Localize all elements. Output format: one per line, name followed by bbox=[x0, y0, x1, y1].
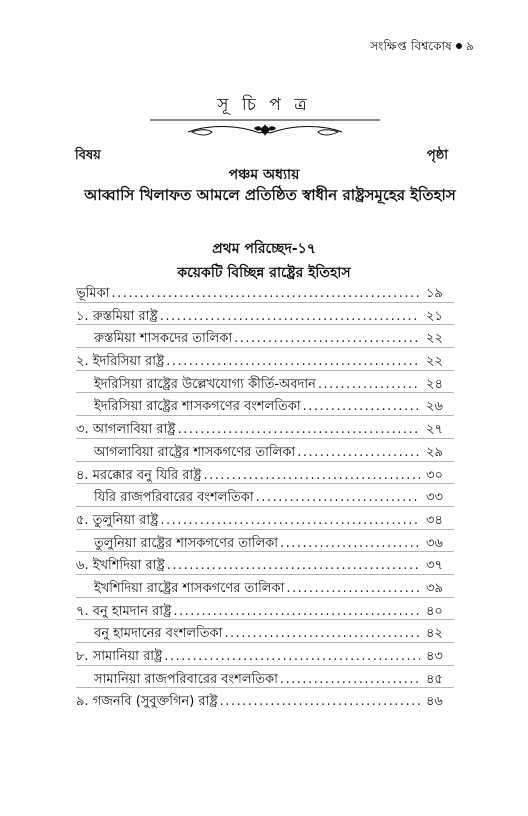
ornament-divider-icon bbox=[150, 116, 380, 140]
toc-entry-samanid[interactable] bbox=[76, 643, 454, 666]
toc-entry-page: ৪৩ bbox=[426, 649, 443, 664]
toc-entry-page: ২৯ bbox=[426, 444, 443, 460]
toc-entry-label: ২. ইদরিসিয়া রাষ্ট্র bbox=[76, 354, 165, 370]
toc-entry-page: ২৪ bbox=[426, 376, 443, 392]
section-subtitle: কয়েকটি বিচ্ছিন্ন রাষ্ট্রের ইতিহাস bbox=[177, 265, 351, 281]
toc-entry-label: যিরি রাজপরিবারের বংশলতিকা bbox=[94, 490, 254, 506]
toc-entry-page: ৪২ bbox=[426, 626, 443, 642]
subject-column-heading: বিষয় bbox=[75, 148, 101, 163]
toc-entry-page: ৩৬ bbox=[426, 535, 443, 551]
toc-entry-page: ২১ bbox=[426, 308, 443, 324]
toc-entry-label: সামানিয়া রাজপরিবারের বংশলতিকা bbox=[94, 671, 278, 687]
toc-entry-idrisid[interactable] bbox=[76, 348, 454, 371]
running-header bbox=[370, 38, 474, 58]
toc-entry-samanid-genealogy[interactable] bbox=[76, 666, 454, 689]
chapter-heading: পঞ্চম অধ্যায় bbox=[228, 167, 300, 183]
toc-entry-label: ৪. মরক্কোর বনু যিরি রাষ্ট্র bbox=[76, 467, 202, 483]
bullet-dot-icon bbox=[456, 43, 462, 49]
toc-entry-label: ইদরিসিয়া রাষ্ট্রের উল্লেখযোগ্য কীর্তি-অবদান bbox=[94, 376, 316, 392]
dot-leader bbox=[220, 694, 420, 709]
column-headings bbox=[75, 146, 448, 164]
dot-leader bbox=[256, 490, 420, 505]
toc-entry-page: ২৬ bbox=[426, 399, 443, 415]
toc-entry-intro[interactable] bbox=[76, 280, 454, 303]
running-title: সংক্ষিপ্ত বিশ্বকোষ bbox=[370, 39, 452, 53]
toc-entry-tulunid[interactable] bbox=[76, 507, 454, 530]
dot-leader bbox=[224, 626, 420, 641]
dot-leader bbox=[286, 581, 420, 596]
dot-leader bbox=[318, 377, 420, 392]
dot-leader bbox=[173, 604, 420, 619]
toc-entry-rustamid-rulers[interactable] bbox=[76, 325, 454, 348]
toc-entry-page: ১৯ bbox=[426, 286, 443, 301]
toc-entry-page: ৩৪ bbox=[426, 512, 443, 528]
toc-entry-label: ১. রুস্তমিয়া রাষ্ট্র bbox=[76, 308, 158, 324]
dot-leader bbox=[234, 331, 420, 346]
toc-list bbox=[76, 280, 454, 711]
toc-entry-page: ২২ bbox=[426, 331, 443, 347]
dot-leader bbox=[297, 445, 420, 460]
toc-entry-label: ৭. বনু হামদান রাষ্ট্র bbox=[76, 603, 172, 619]
toc-entry-page: ৪৫ bbox=[426, 671, 443, 687]
toc-entry-idrisid-achievements[interactable] bbox=[76, 371, 454, 394]
toc-entry-ghaznavid[interactable] bbox=[76, 688, 454, 711]
toc-entry-tulunid-rulers[interactable] bbox=[76, 530, 454, 553]
toc-entry-page: ৪০ bbox=[426, 603, 443, 619]
toc-entry-label: ইখশিদিয়া রাষ্ট্রের শাসকগণের তালিকা bbox=[94, 580, 285, 596]
page-number: ৯ bbox=[466, 39, 474, 53]
toc-entry-ikhshidid-rulers[interactable] bbox=[76, 575, 454, 598]
toc-entry-page: ২২ bbox=[426, 354, 443, 370]
dot-leader bbox=[280, 536, 420, 551]
toc-entry-rustamid[interactable] bbox=[76, 303, 454, 326]
toc-entry-aghlabid-rulers[interactable] bbox=[76, 439, 454, 462]
toc-entry-page: ৪৬ bbox=[426, 694, 443, 710]
dot-leader bbox=[280, 672, 420, 687]
dot-leader bbox=[164, 649, 420, 664]
dot-leader bbox=[167, 558, 420, 573]
page-column-heading: পৃষ্ঠা bbox=[426, 148, 448, 163]
dot-leader bbox=[160, 513, 420, 528]
dot-leader bbox=[112, 286, 421, 301]
toc-entry-label: আগলাবিয়া রাষ্ট্রের শাসকগণের তালিকা bbox=[94, 444, 296, 460]
toc-entry-zirid-genealogy[interactable] bbox=[76, 484, 454, 507]
dot-leader bbox=[166, 354, 420, 369]
toc-entry-label: ৫. তুলুনিয়া রাষ্ট্র bbox=[76, 512, 159, 528]
toc-entry-page: ৩৩ bbox=[426, 490, 443, 506]
dot-leader bbox=[178, 422, 420, 437]
toc-entry-page: ২৭ bbox=[426, 422, 443, 438]
toc-entry-label: ৩. আগলাবিয়া রাষ্ট্র bbox=[76, 422, 176, 438]
toc-entry-hamdanid-genealogy[interactable] bbox=[76, 620, 454, 643]
dot-leader bbox=[303, 399, 420, 414]
toc-entry-idrisid-genealogy[interactable] bbox=[76, 393, 454, 416]
toc-entry-label: ইদরিসিয়া রাষ্ট্রের শাসকগণের বংশলতিকা bbox=[94, 399, 301, 415]
chapter-subtitle: আব্বাসি খিলাফত আমলে প্রতিষ্ঠিত স্বাধীন রাষ্ট্রসমূহের ইতিহাস bbox=[84, 186, 456, 204]
toc-entry-page: ৩৯ bbox=[426, 580, 443, 596]
section-heading: প্রথম পরিচ্ছেদ-১৭ bbox=[212, 241, 316, 257]
toc-entry-label: রুস্তমিয়া শাসকদের তালিকা bbox=[94, 331, 233, 347]
dot-leader bbox=[203, 468, 420, 483]
toc-entry-page: ৩৭ bbox=[426, 558, 443, 574]
toc-entry-page: ৩০ bbox=[426, 467, 443, 483]
toc-entry-aghlabid[interactable] bbox=[76, 416, 454, 439]
toc-entry-zirid[interactable] bbox=[76, 462, 454, 485]
toc-entry-label: ৬. ইখশিদিয়া রাষ্ট্র bbox=[76, 558, 165, 574]
dot-leader bbox=[160, 309, 420, 324]
toc-entry-ikhshidid[interactable] bbox=[76, 552, 454, 575]
toc-entry-hamdanid[interactable] bbox=[76, 598, 454, 621]
toc-entry-label: তুলুনিয়া রাষ্ট্রের শাসকগণের তালিকা bbox=[94, 535, 279, 551]
toc-entry-label: বনু হামদানের বংশলতিকা bbox=[94, 626, 223, 642]
toc-title: সূ চি প ত্র bbox=[217, 95, 311, 115]
toc-entry-label: ৮. সামানিয়া রাষ্ট্র bbox=[76, 649, 163, 664]
toc-entry-label: ৯. গজনবি (সুবুক্তগিন) রাষ্ট্র bbox=[76, 694, 218, 710]
toc-entry-label: ভূমিকা bbox=[76, 286, 110, 301]
